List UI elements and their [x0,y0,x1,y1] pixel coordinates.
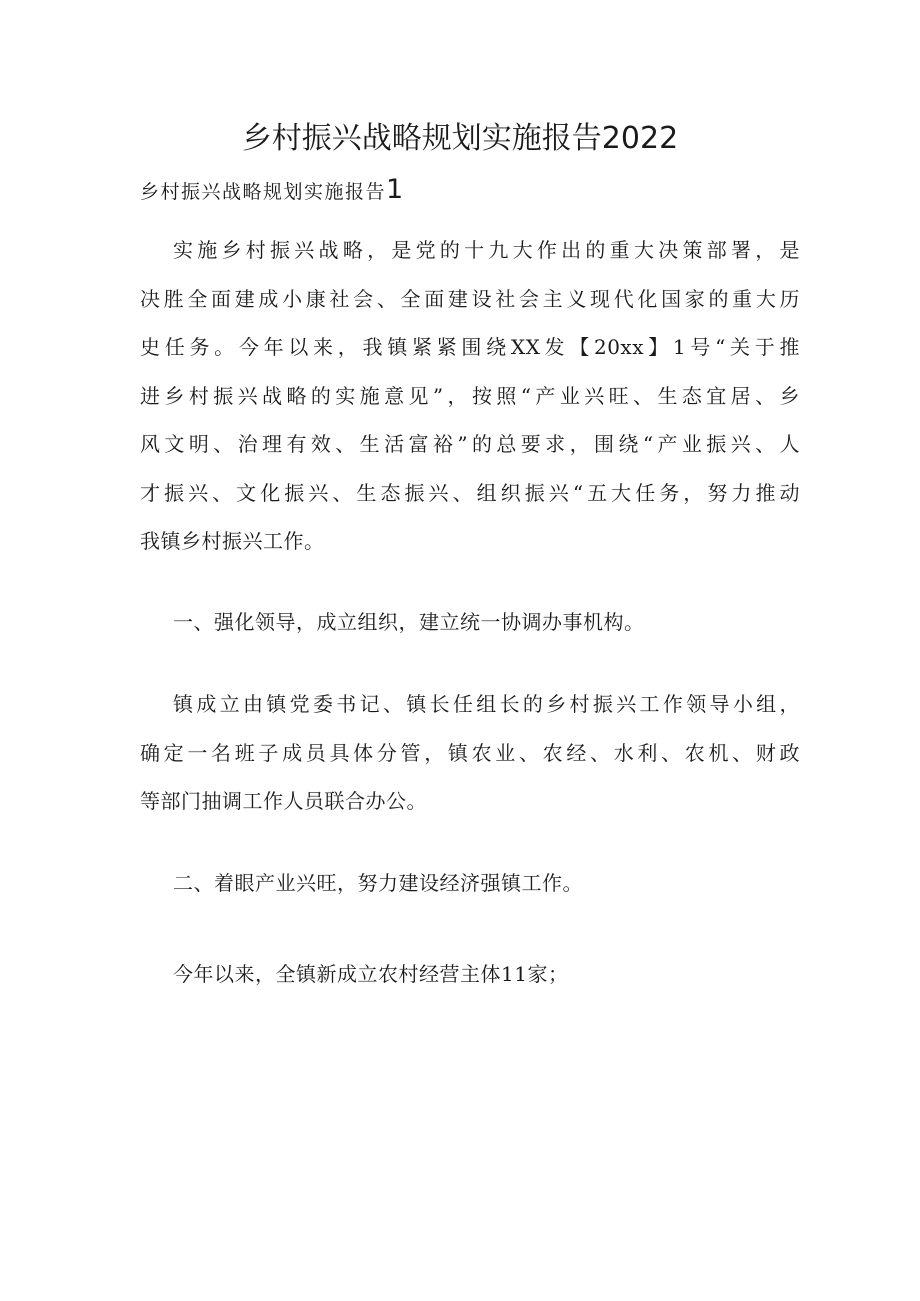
heading-line: 一、强化领导，成立组织，建立统一协调办事机构。 [173,610,645,634]
section-heading-2 [140,859,800,908]
intro-paragraph [140,226,800,566]
paragraph-line: 我镇乡村振兴工作。 [140,529,325,553]
paragraph-line: 风文明、治理有效、生活富裕”的总要求，围绕“产业振兴、人 [140,432,800,456]
document-title: 乡村振兴战略规划实施报告2022 [241,121,679,156]
paragraph-line: 确定一名班子成员具体分管，镇农业、农经、水利、农机、财政 [140,740,800,765]
paragraph-line: 等部门抽调工作人员联合办公。 [140,789,427,813]
paragraph-line: 史任务。今年以来，我镇紧紧围绕XX发【20xx】1号“关于推 [140,335,800,359]
section-body-1 [140,680,800,826]
section-body-2 [140,950,800,999]
section-heading-1 [140,598,800,647]
paragraph-line: 实施乡村振兴战略，是党的十九大作出的重大决策部署，是 [173,238,800,262]
heading-line: 二、着眼产业兴旺，努力建设经济强镇工作。 [173,871,583,895]
subtitle-text: 乡村振兴战略规划实施报告 [140,181,387,203]
paragraph-line: 才振兴、文化振兴、生态振兴、组织振兴“五大任务，努力推动 [140,480,800,505]
paragraph-line: 决胜全面建成小康社会、全面建设社会主义现代化国家的重大历 [140,286,800,311]
paragraph-line: 进乡村振兴战略的实施意见”，按照“产业兴旺、生态宜居、乡 [140,383,800,408]
subtitle-number: 1 [386,174,405,205]
paragraph-line: 今年以来，全镇新成立农村经营主体11家； [173,962,569,986]
paragraph-line: 镇成立由镇党委书记、镇长任组长的乡村振兴工作领导小组， [173,692,800,716]
document-subtitle [140,170,405,212]
